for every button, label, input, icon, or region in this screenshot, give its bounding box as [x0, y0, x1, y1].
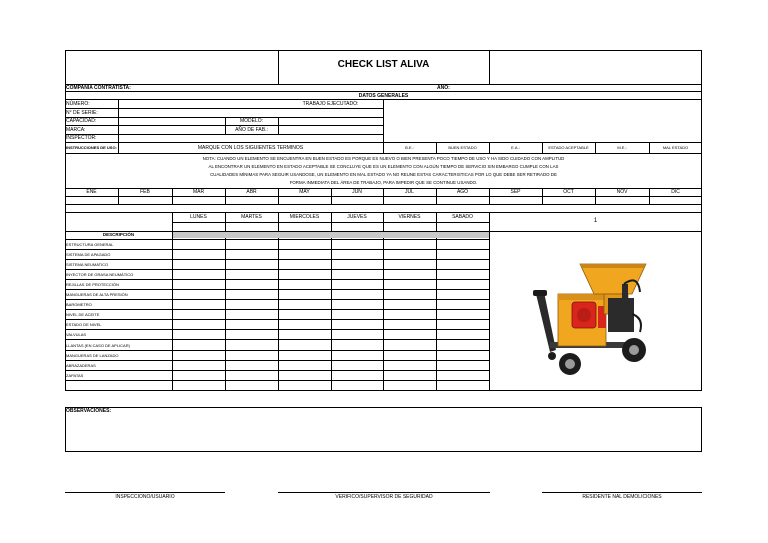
instructions-mark-text: MARQUE CON LOS SIGUIENTES TERMINOS	[197, 145, 304, 151]
day-label: VIERNES	[398, 214, 421, 220]
month-label: JUL	[405, 189, 414, 195]
note-line: AL ENCONTRAR UN ELEMENTO EN ESTADO ACEPTABLE SE CONCLUYE QUE ES UN ELEMENTO CON ALGÚN TIEMPO DE SERVICIO SIN EMBARGO CUMPLE CON LAS	[208, 164, 559, 169]
day-label: JUEVES	[347, 214, 367, 220]
checklist-item: VALVULAS	[66, 332, 87, 337]
month-label: ENE	[86, 189, 97, 195]
checklist-item: SISTEMA DE APAGADO	[66, 252, 111, 257]
observations-label: OBSERVACIONES:	[66, 408, 112, 414]
code-me-desc: MAL ESTADO	[662, 145, 689, 150]
page-title: CHECK LIST ALIVA	[337, 59, 430, 70]
general-data-label: DATOS GENERALES	[358, 93, 409, 99]
checklist-item: ZAPATAS	[66, 373, 84, 378]
inspector-label: INSPECTOR:	[66, 135, 97, 141]
month-label: ABR	[246, 189, 257, 195]
note-line: FORMA INMEDIATA DEL ÁREA DE TRABAJO, PARA IMPEDIR QUE SE CONTINUE USANDO.	[289, 180, 478, 185]
month-label: JUN	[352, 189, 362, 195]
signature-label-supervisor: VERIFICO/SUPERVISOR DE SEGURIDAD	[335, 494, 433, 500]
month-label: MAY	[299, 189, 310, 195]
company-label: COMPAÑÍA CONTRATISTA:	[66, 85, 131, 91]
code-ea: E.A.:	[511, 145, 520, 150]
signature-line[interactable]	[542, 492, 702, 493]
instructions-label: INSTRUCCIONES DE USO:	[66, 145, 117, 150]
day-label: LUNES	[190, 214, 207, 220]
code-be-desc: BUEN ESTADO	[448, 145, 477, 150]
code-me: M.E.:	[617, 145, 627, 150]
month-label: AGO	[456, 189, 469, 195]
signature-line[interactable]	[65, 492, 225, 493]
signature-label-user: INSPECCIONO/USUARIO	[115, 494, 175, 500]
number-label: NÚMERO:	[66, 101, 90, 107]
capacity-label: CAPACIDAD:	[66, 118, 97, 124]
month-label: FEB	[140, 189, 150, 195]
month-label: SEP	[510, 189, 521, 195]
month-label: DIC	[671, 189, 680, 195]
year-label: AÑO:	[437, 85, 450, 91]
code-ea-desc: ESTADO ACEPTABLE	[548, 145, 589, 150]
year-make-label: AÑO DE FAB.:	[235, 127, 268, 133]
code-be: B.E.:	[405, 145, 414, 150]
note-line: NOTA: CUANDO UN ELEMENTO SE ENCUENTRA EN BUEN ESTADO ES PORQUE ES NUEVO O BIEN PRESENTA POCO TIEMPO DE USO Y HA SIDO CUIDADO CON AMPLITUD	[202, 156, 565, 161]
checklist-item: REJILLAS DE PROTECCIÓN	[66, 282, 119, 287]
month-label: MAR	[192, 189, 205, 195]
week-number: 1	[593, 218, 598, 224]
brand-label: MARCA:	[66, 127, 86, 133]
checklist-item: SISTEMA NEUMATICO	[66, 262, 109, 267]
checklist-item: MANGUERAS DE LANZADO	[66, 353, 119, 358]
shotcrete-machine-image	[528, 254, 658, 380]
serial-label: N° DE SERIE:	[66, 110, 98, 116]
model-label: MODELO:	[239, 118, 264, 124]
work-label: TRABAJO EJECUTADO:	[302, 101, 359, 107]
checklist-item: LLANTAS (EN CASO DE APLICAR)	[66, 343, 130, 348]
signature-label-resident: RESIDENTE NAL DEMOLICIONES	[582, 494, 662, 500]
day-label: SABADO	[452, 214, 473, 220]
checklist-item: INYECTOR DE GRASA NEUMÁTICO	[66, 272, 134, 277]
month-label: NOV	[616, 189, 628, 195]
note-line: CUALIDADES MÍNIMAS PARA SEGUIR USANDOSE, UN ELEMENTO EN MAL ESTADO YA NO REUNE ESTAS CARACTERISTICAS POR LO QUE DEBE SER RETIRADO DE	[210, 172, 557, 177]
checklist-item: BAROMETRO	[66, 302, 92, 307]
checklist-item: ESTADO DE NIVEL	[66, 322, 102, 327]
checklist-item: NIVEL DE ACEITE	[66, 312, 100, 317]
month-label: OCT	[563, 189, 574, 195]
day-label: MIERCOLES	[289, 214, 320, 220]
checklist-item: ESTRUCTURA GENERAL	[66, 242, 114, 247]
description-header-fill	[173, 232, 489, 238]
signature-line[interactable]	[278, 492, 490, 493]
checklist-item: MANGUERAS DE ALTA PRESIÓN	[66, 292, 128, 297]
description-label: DESCRIPCIÓN	[102, 232, 135, 237]
checklist-item: ABRAZADERAS	[66, 363, 96, 368]
day-label: MARTES	[241, 214, 262, 220]
